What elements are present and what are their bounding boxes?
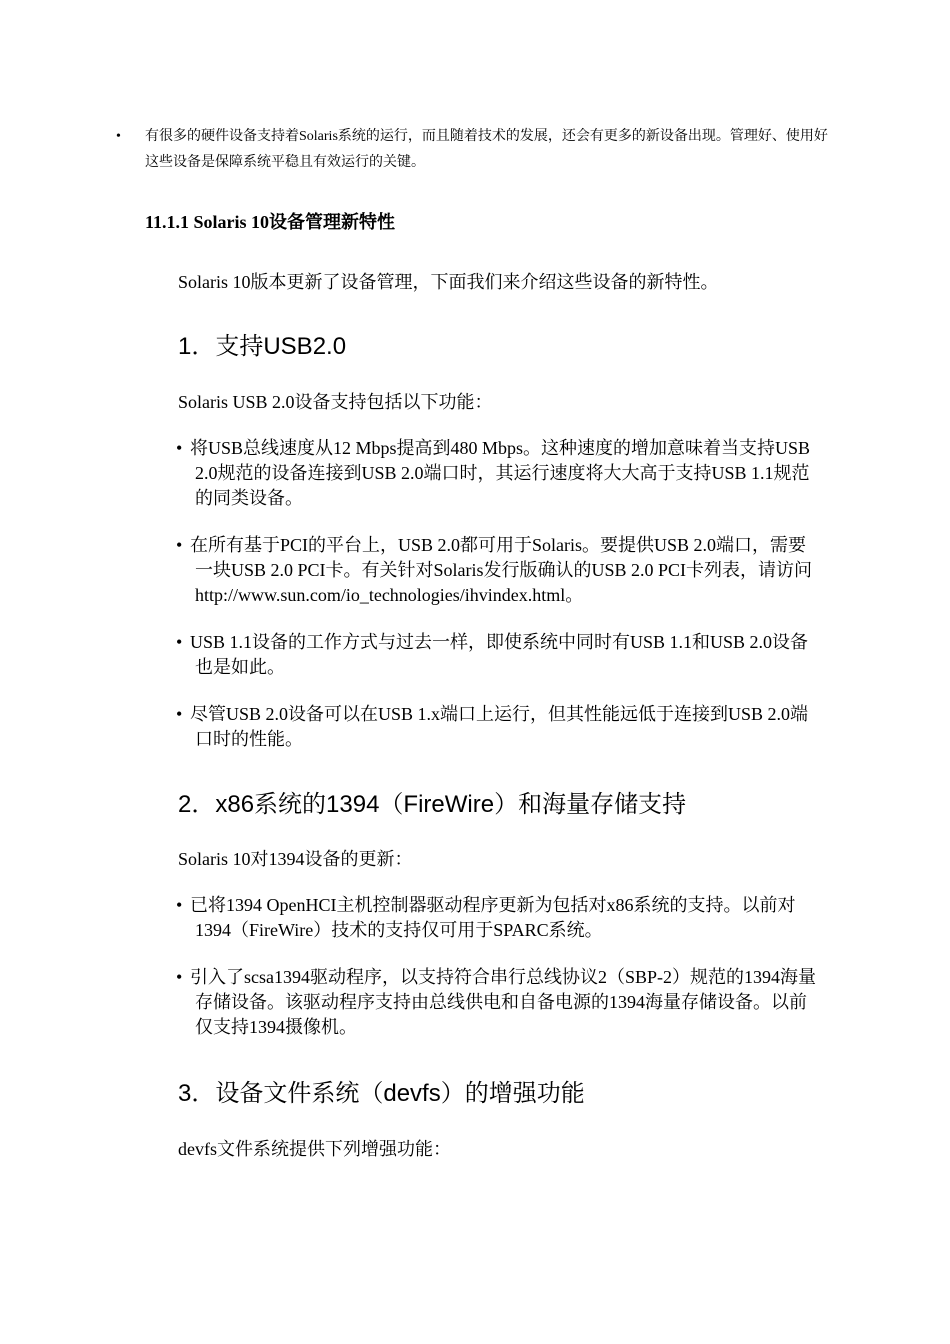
list-item [176,630,816,680]
list-item [176,436,816,511]
list-item [176,893,816,943]
heading-firewire: 2．x86系统的1394（FireWire）和海量存储支持 [178,791,687,818]
list-item-text: 引入了scsa1394驱动程序，以支持符合串行总线协议2（SBP-2）规范的1394海量存储设备。该驱动程序支持由总线供电和自备电源的1394海量存储设备。以前仅支持1394摄像机。 [190,967,817,1037]
bullet-marker: • [116,129,121,144]
bullet-marker: • [176,632,183,652]
intro-bullet [116,124,836,176]
usb-intro: Solaris USB 2.0设备支持包括以下功能： [178,392,493,412]
list-item-text: 在所有基于PCI的平台上，USB 2.0都可用于Solaris。要提供USB 2.0端口，需要一块USB 2.0 PCI卡。有关针对Solaris发行版确认的USB 2.0 PCI卡列表，请访问http://www.sun.com/io_technologies/ihvindex.html。 [190,535,813,605]
section-intro: Solaris 10版本更新了设备管理，下面我们来介绍这些设备的新特性。 [178,272,719,292]
bullet-marker: • [176,535,183,555]
list-item [176,533,816,608]
bullet-marker: • [176,704,183,724]
list-item [176,702,816,752]
section-heading: 11.1.1 Solaris 10设备管理新特性 [145,212,396,232]
list-item [176,965,816,1040]
firewire-intro: Solaris 10对1394设备的更新： [178,849,413,869]
list-item-text: USB 1.1设备的工作方式与过去一样，即使系统中同时有USB 1.1和USB 2.0设备也是如此。 [190,632,809,677]
heading-usb: 1．支持USB2.0 [178,333,347,360]
list-item-text: 将USB总线速度从12 Mbps提高到480 Mbps。这种速度的增加意味着当支持USB 2.0规范的设备连接到USB 2.0端口时，其运行速度将大大高于支持USB 1.1规范的同类设备。 [190,438,811,508]
bullet-marker: • [176,895,183,915]
bullet-marker: • [176,967,183,987]
list-item-text: 尽管USB 2.0设备可以在USB 1.x端口上运行，但其性能远低于连接到USB 2.0端口时的性能。 [190,704,809,749]
heading-devfs: 3．设备文件系统（devfs）的增强功能 [178,1080,585,1107]
list-item-text: 已将1394 OpenHCI主机控制器驱动程序更新为包括对x86系统的支持。以前对1394（FireWire）技术的支持仅可用于SPARC系统。 [190,895,796,940]
intro-text: 有很多的硬件设备支持着Solaris系统的运行，而且随着技术的发展，还会有更多的新设备出现。管理好、使用好这些设备是保障系统平稳且有效运行的关键。 [145,129,828,170]
bullet-marker: • [176,438,183,458]
devfs-intro: devfs文件系统提供下列增强功能： [178,1139,451,1159]
